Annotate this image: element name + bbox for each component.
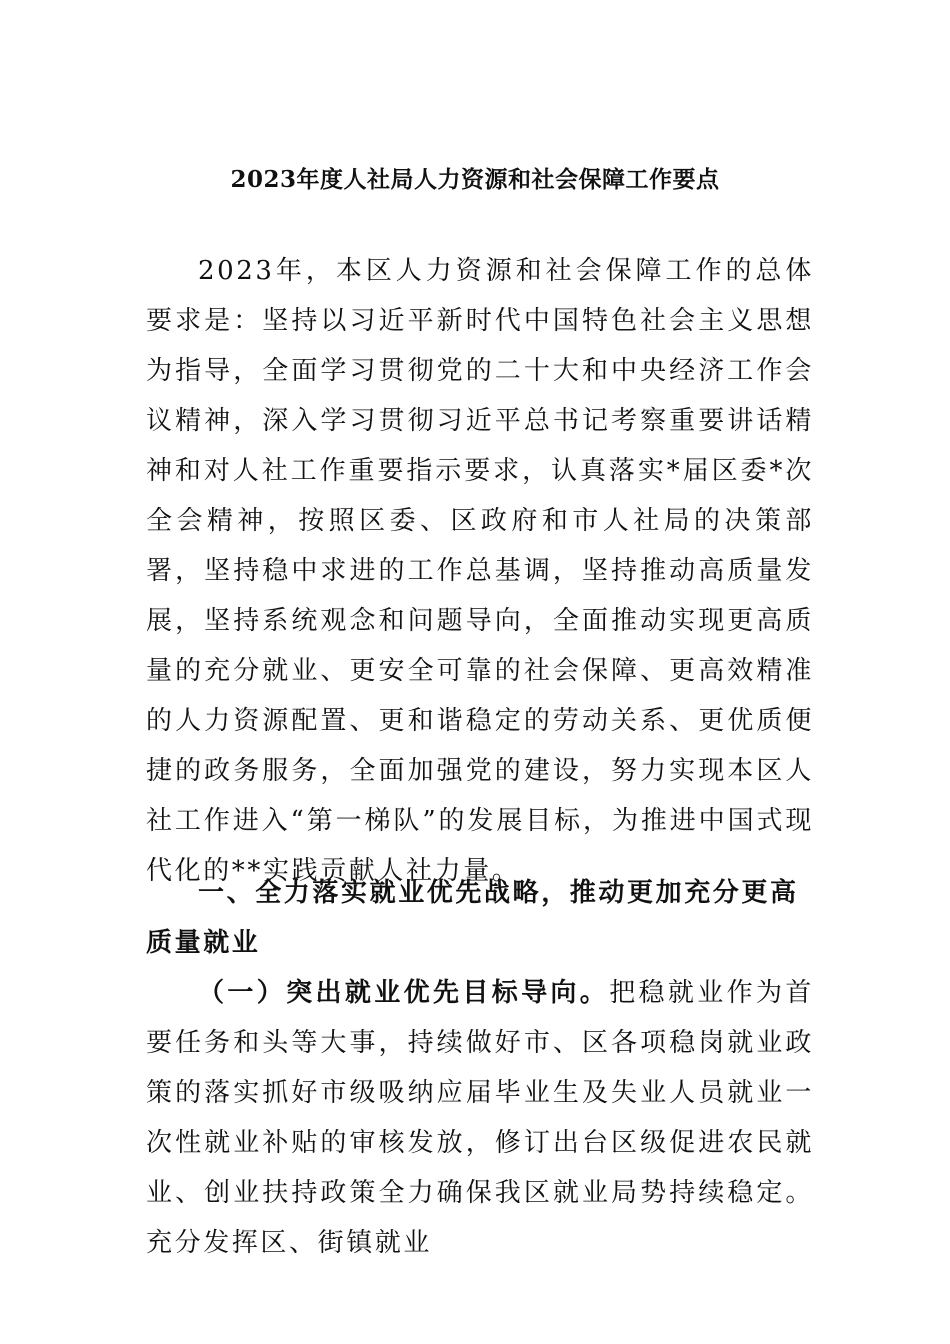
- subsection-lead-1: （一）突出就业优先目标导向。: [198, 978, 610, 1008]
- section-heading-1: 一、全力落实就业优先战略，推动更加充分更高质量就业: [146, 878, 799, 958]
- subsection-paragraph-1: [146, 968, 814, 1268]
- subsection-text-1: 把稳就业作为首要任务和头等大事，持续做好市、区各项稳岗就业政策的落实抓好市级吸纳应届毕业生及失业人员就业一次性就业补贴的审核发放，修订出台区级促进农民就业、创业扶持政策全力确保我区就业局势持续稳定。充分发挥区、街镇就业: [146, 978, 815, 1258]
- intro-paragraph: 2023年，本区人力资源和社会保障工作的总体要求是：坚持以习近平新时代中国特色社会主义思想为指导，全面学习贯彻党的二十大和中央经济工作会议精神，深入学习贯彻习近平总书记考察重要讲话精神和对人社工作重要指示要求，认真落实*届区委*次全会精神，按照区委、区政府和市人社局的决策部署，坚持稳中求进的工作总基调，坚持推动高质量发展，坚持系统观念和问题导向，全面推动实现更高质量的充分就业、更安全可靠的社会保障、更高效精准的人力资源配置、更和谐稳定的劳动关系、更优质便捷的政务服务，全面加强党的建设，努力实现本区人社工作进入“第一梯队”的发展目标，为推进中国式现代化的**实践贡献人社力量。: [146, 256, 814, 886]
- document-title: 2023年度人社局人力资源和社会保障工作要点: [230, 166, 720, 193]
